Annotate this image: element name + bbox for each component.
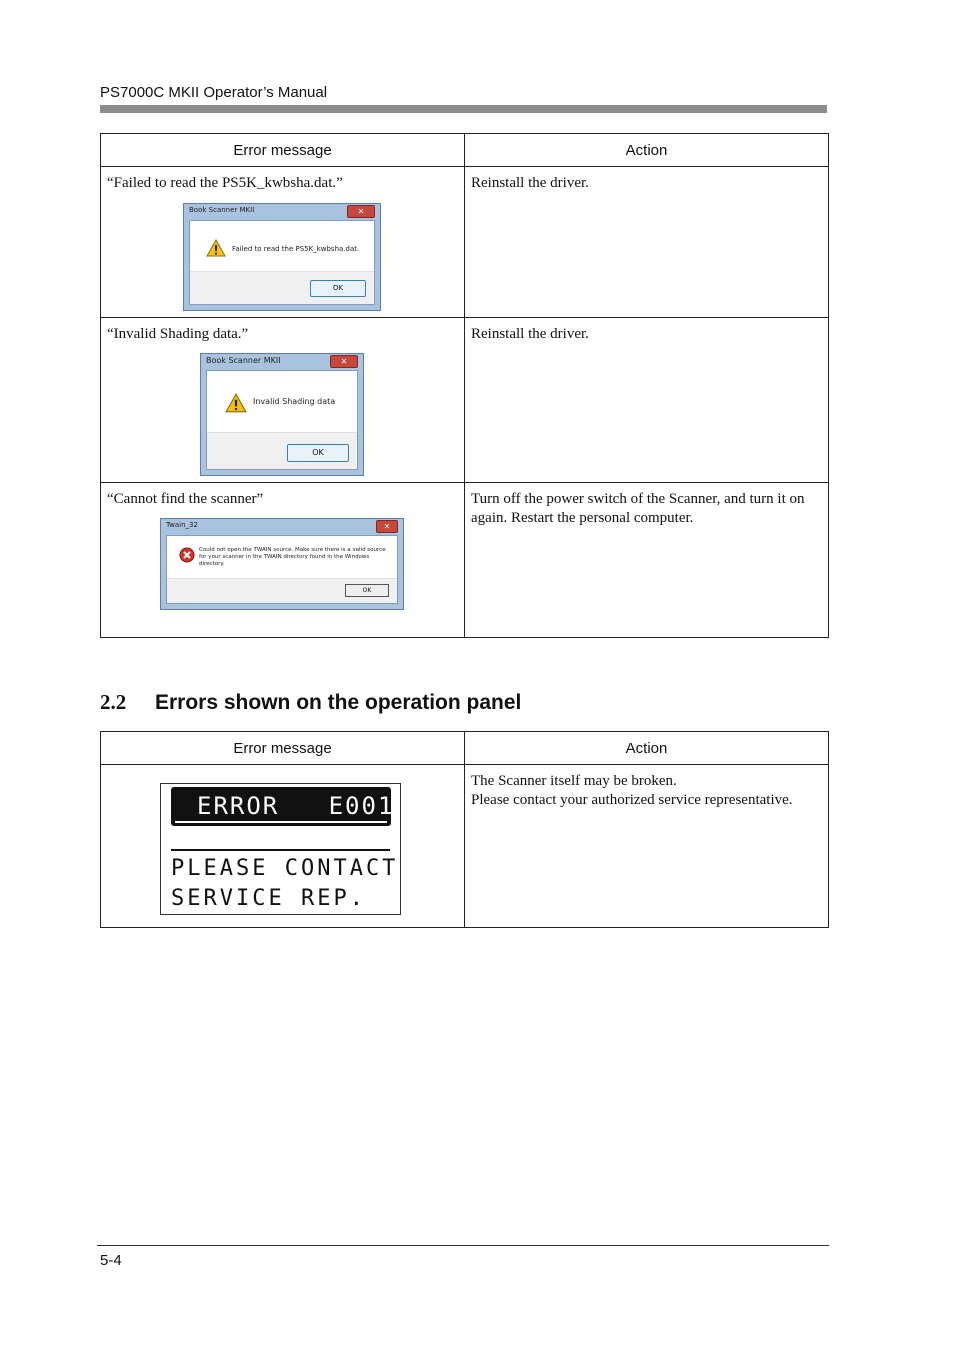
error-dialog <box>183 203 381 311</box>
error-dialog <box>160 518 404 610</box>
message-cell <box>101 318 465 483</box>
column-header-message: Error message <box>101 732 465 765</box>
pc-error-table <box>100 133 829 638</box>
panel-error-table <box>100 731 829 928</box>
page-number: 5-4 <box>100 1252 122 1269</box>
table-header-row <box>101 134 829 167</box>
lcd-line-2: PLEASE CONTACT <box>171 856 399 881</box>
action-line: Please contact your authorized service representative. <box>471 792 793 808</box>
error-icon <box>179 547 195 563</box>
error-message-text: “Cannot find the scanner” <box>107 491 264 507</box>
action-cell <box>465 167 829 318</box>
error-dialog <box>200 353 364 476</box>
table-row <box>101 483 829 638</box>
lcd-underline <box>175 821 387 823</box>
close-icon[interactable]: ✕ <box>376 520 398 533</box>
dialog-title: Twain_32 <box>166 521 198 529</box>
action-text: Turn off the power switch of the Scanner, and turn it on again. Restart the personal computer. <box>471 491 805 526</box>
dialog-footer <box>167 578 397 603</box>
section-heading <box>100 690 521 715</box>
operation-panel-lcd <box>160 783 401 915</box>
lcd-separator <box>171 849 390 851</box>
dialog-footer <box>207 432 357 469</box>
action-cell <box>465 765 829 928</box>
warning-icon <box>225 393 247 413</box>
dialog-title: Book Scanner MKII <box>189 206 255 214</box>
section-number: 2.2 <box>100 690 127 714</box>
dialog-body <box>166 535 398 604</box>
action-text <box>465 765 828 810</box>
dialog-body <box>189 220 375 305</box>
dialog-footer <box>190 271 374 304</box>
dialog-message: Failed to read the PS5K_kwbsha.dat. <box>232 245 360 253</box>
lcd-highlight-line <box>171 787 395 826</box>
action-cell <box>465 318 829 483</box>
close-icon[interactable]: ✕ <box>347 205 375 218</box>
dialog-body <box>206 370 358 470</box>
action-text: Reinstall the driver. <box>471 326 589 342</box>
message-cell <box>101 167 465 318</box>
header-bar <box>100 105 827 113</box>
table-row <box>101 318 829 483</box>
dialog-message: Could not open the TWAIN source. Make sure there is a valid source for your scanner in the TWAIN directory found in the Windows directory. <box>199 547 386 567</box>
manual-title: PS7000C MKII Operator’s Manual <box>100 84 328 101</box>
footer-rule <box>97 1245 829 1246</box>
action-cell <box>465 483 829 638</box>
action-line: The Scanner itself may be broken. <box>471 773 677 789</box>
table-row <box>101 167 829 318</box>
dialog-title: Book Scanner MKII <box>206 356 281 365</box>
ok-button[interactable]: OK <box>287 444 349 462</box>
column-header-message: Error message <box>101 134 465 167</box>
lcd-error-code: ERROR E001 <box>197 792 395 820</box>
close-icon[interactable]: ✕ <box>330 355 358 368</box>
message-cell <box>101 483 465 638</box>
lcd-line-3: SERVICE REP. <box>171 886 366 911</box>
table-row <box>101 765 829 928</box>
message-cell <box>101 765 465 928</box>
section-title: Errors shown on the operation panel <box>155 691 522 714</box>
column-header-action: Action <box>465 732 829 765</box>
warning-icon <box>206 239 226 257</box>
action-text: Reinstall the driver. <box>471 175 589 191</box>
table-header-row <box>101 732 829 765</box>
ok-button[interactable]: OK <box>345 584 389 597</box>
dialog-message: Invalid Shading data <box>253 397 336 406</box>
column-header-action: Action <box>465 134 829 167</box>
error-message-text: “Failed to read the PS5K_kwbsha.dat.” <box>107 175 343 191</box>
ok-button[interactable]: OK <box>310 280 366 297</box>
error-message-text: “Invalid Shading data.” <box>107 326 249 342</box>
